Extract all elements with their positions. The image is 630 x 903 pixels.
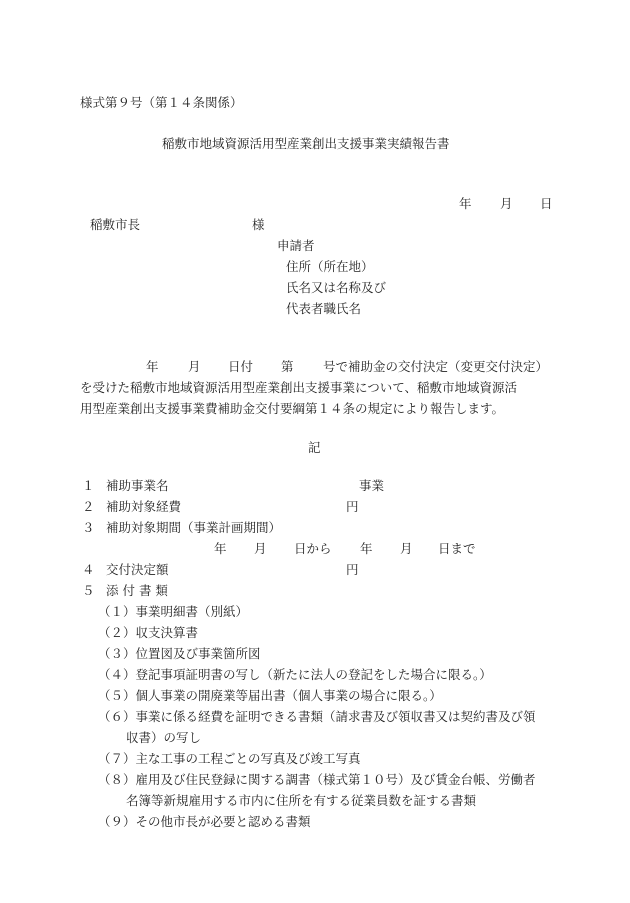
item-4-label: 交付決定額: [106, 562, 169, 577]
body-number-suffix: 号で補助金の交付決定（変更交付決定）: [323, 359, 549, 374]
date-year: 年: [459, 196, 472, 211]
attachment-item: （１）事業明細書（別紙）: [98, 604, 249, 619]
addressee-name: 稲敷市長: [90, 217, 141, 232]
addressee-honorific: 様: [252, 217, 265, 232]
period-start-year: 年: [214, 541, 227, 556]
body-line3: 用型産業創出支援事業費補助金交付要綱第１４条の規定により報告します。: [80, 401, 505, 416]
item-1-label: 補助事業名: [106, 478, 169, 493]
period-end-year: 年: [360, 541, 373, 556]
applicant-name-line1: 氏名又は名称及び: [286, 280, 387, 295]
attachment-item: （９）その他市長が必要と認める書類: [98, 814, 311, 829]
ki-heading: 記: [308, 440, 321, 455]
body-day: 日付: [228, 359, 254, 374]
body-year: 年: [146, 359, 159, 374]
item-5-label: 添 付 書 類: [106, 583, 168, 598]
attachment-item: （８）雇用及び住民登録に関する調書（様式第１０号）及び賃金台帳、労働者: [98, 772, 536, 787]
item-2-number: ２: [82, 499, 95, 514]
period-end-month: 月: [400, 541, 413, 556]
item-1-number: １: [82, 478, 95, 493]
applicant-address: 住所（所在地）: [286, 259, 374, 274]
applicant-label: 申請者: [277, 238, 315, 253]
item-4-suffix: 円: [346, 562, 359, 577]
date-day: 日: [540, 196, 553, 211]
period-start-day: 日から: [294, 541, 332, 556]
period-start-month: 月: [254, 541, 267, 556]
period-end-day: 日まで: [438, 541, 476, 556]
attachment-item-continuation: 名簿等新規雇用する市内に住所を有する従業員数を証する書類: [126, 793, 477, 808]
attachment-item-continuation: 収書）の写し: [126, 730, 202, 745]
attachment-item: （６）事業に係る経費を証明できる書類（請求書及び領収書又は契約書及び領: [98, 709, 536, 724]
item-1-suffix: 事業: [359, 478, 385, 493]
body-line2: を受けた稲敷市地域資源活用型産業創出支援事業について、稲敷市地域資源活: [80, 380, 518, 395]
item-3-label: 補助対象期間（事業計画期間）: [106, 520, 282, 535]
date-month: 月: [500, 196, 513, 211]
attachment-item: （７）主な工事の工程ごとの写真及び竣工写真: [98, 751, 361, 766]
item-2-suffix: 円: [346, 499, 359, 514]
item-2-label: 補助対象経費: [106, 499, 182, 514]
document-title: 稲敷市地域資源活用型産業創出支援事業実績報告書: [162, 136, 450, 151]
attachment-item: （５）個人事業の開廃業等届出書（個人事業の場合に限る。）: [98, 688, 442, 703]
attachment-item: （２）収支決算書: [98, 625, 199, 640]
applicant-name-line2: 代表者職氏名: [286, 301, 362, 316]
item-5-number: ５: [82, 583, 95, 598]
attachment-item: （３）位置図及び事業箇所図: [98, 646, 261, 661]
attachment-item: （４）登記事項証明書の写し（新たに法人の登記をした場合に限る。）: [98, 667, 492, 682]
item-4-number: ４: [82, 562, 95, 577]
item-3-number: ３: [82, 520, 95, 535]
body-number-prefix: 第: [281, 359, 294, 374]
body-month: 月: [188, 359, 201, 374]
form-number: 様式第９号（第１４条関係）: [80, 95, 243, 110]
